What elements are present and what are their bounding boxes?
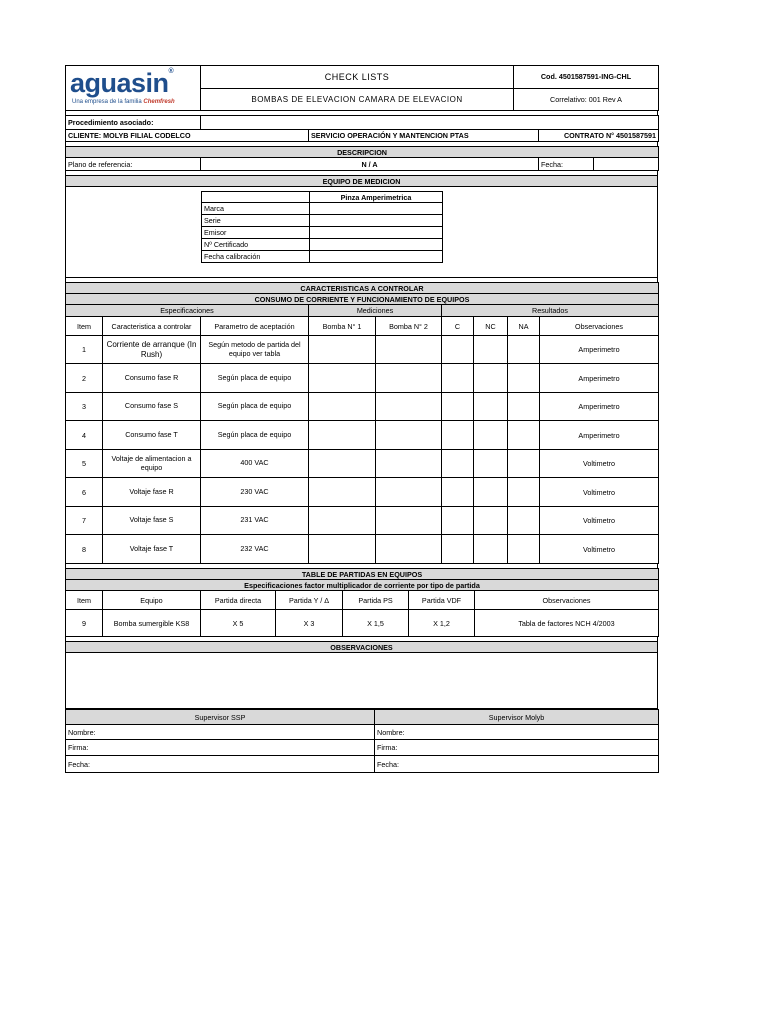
header-table <box>65 65 659 111</box>
plan-label: Plano de referencia: <box>66 158 201 171</box>
row-parameter: 232 VAC <box>201 535 309 564</box>
observations-table <box>65 641 658 709</box>
na-cell[interactable] <box>508 535 540 564</box>
characteristics-header: CARACTERISTICAS A CONTROLAR <box>66 283 659 294</box>
equipment-row-value[interactable] <box>310 251 443 263</box>
document-subtitle: BOMBAS DE ELEVACION CAMARA DE ELEVACION <box>201 88 514 111</box>
pump-1-cell[interactable] <box>309 478 376 507</box>
ssp-date-field[interactable]: Fecha: <box>66 756 375 773</box>
col-observations: Observaciones <box>540 317 659 336</box>
row-characteristic: Voltaje fase R <box>103 478 201 507</box>
table-row <box>66 364 659 393</box>
pump-1-cell[interactable] <box>309 364 376 393</box>
service-label: SERVICIO OPERACIÓN Y MANTENCION PTAS <box>309 130 539 142</box>
logo-partner: Chemfresh <box>143 99 175 105</box>
pump-1-cell[interactable] <box>309 336 376 364</box>
col-item: Item <box>66 317 103 336</box>
na-cell[interactable] <box>508 364 540 393</box>
logo-registered-mark: ® <box>168 68 174 75</box>
plan-value[interactable]: N / A <box>201 158 539 171</box>
pump-1-cell[interactable] <box>309 393 376 421</box>
c-cell[interactable] <box>442 535 474 564</box>
c-cell[interactable] <box>442 393 474 421</box>
equipment-box <box>66 187 658 278</box>
characteristics-subheader: CONSUMO DE CORRIENTE Y FUNCIONAMIENTO DE EQUIPOS <box>66 294 659 305</box>
observations-header: OBSERVACIONES <box>66 642 658 653</box>
row-observation: Voltimetro <box>540 450 659 478</box>
equipment-row-value[interactable] <box>310 203 443 215</box>
row-equipment: Bomba sumergible KS8 <box>103 610 201 637</box>
ssp-signature-field[interactable]: Firma: <box>66 740 375 756</box>
row-characteristic: Voltaje fase S <box>103 507 201 535</box>
row-item: 1 <box>66 336 103 364</box>
na-cell[interactable] <box>508 450 540 478</box>
checklist-sheet <box>65 65 658 773</box>
row-item: 7 <box>66 507 103 535</box>
pump-2-cell[interactable] <box>376 336 442 364</box>
client-label: CLIENTE: MOLYB FILIAL CODELCO <box>66 130 309 142</box>
col-not-applicable: NA <box>508 317 540 336</box>
document-title: CHECK LISTS <box>201 66 514 89</box>
table-row <box>66 478 659 507</box>
na-cell[interactable] <box>508 478 540 507</box>
molyb-date-field[interactable]: Fecha: <box>375 756 659 773</box>
row-observation: Tabla de factores NCH 4/2003 <box>475 610 659 637</box>
row-vdf-start: X 1,2 <box>409 610 475 637</box>
contract-label: CONTRATO N° 4501587591 <box>539 130 659 142</box>
nc-cell[interactable] <box>474 450 508 478</box>
row-characteristic: Voltaje de alimentacion a equipo <box>103 450 201 478</box>
pump-2-cell[interactable] <box>376 478 442 507</box>
nc-cell[interactable] <box>474 421 508 450</box>
row-item: 3 <box>66 393 103 421</box>
row-observation: Amperimetro <box>540 364 659 393</box>
nc-cell[interactable] <box>474 364 508 393</box>
table-row <box>66 336 659 364</box>
equipment-row-value[interactable] <box>310 239 443 251</box>
nc-cell[interactable] <box>474 535 508 564</box>
pump-1-cell[interactable] <box>309 507 376 535</box>
equipment-row-label: Marca <box>202 203 310 215</box>
pump-1-cell[interactable] <box>309 421 376 450</box>
equipment-row-label: Nº Certificado <box>202 239 310 251</box>
company-logo <box>66 66 201 111</box>
row-observation: Voltimetro <box>540 507 659 535</box>
table-row <box>66 393 659 421</box>
equipment-table <box>201 191 443 263</box>
col-item: Item <box>66 591 103 610</box>
row-observation: Voltimetro <box>540 478 659 507</box>
characteristics-table <box>65 282 659 564</box>
col-non-compliant: NC <box>474 317 508 336</box>
row-characteristic: Consumo fase S <box>103 393 201 421</box>
table-row <box>66 535 659 564</box>
col-observations: Observaciones <box>475 591 659 610</box>
starts-table <box>65 568 659 637</box>
row-observation: Amperimetro <box>540 393 659 421</box>
col-star-delta-start: Partida Y / Δ <box>276 591 343 610</box>
pump-2-cell[interactable] <box>376 535 442 564</box>
col-vdf-start: Partida VDF <box>409 591 475 610</box>
measurements-group-header: Mediciones <box>309 305 442 317</box>
pump-2-cell[interactable] <box>376 450 442 478</box>
signatures-table <box>65 709 659 773</box>
col-direct-start: Partida directa <box>201 591 276 610</box>
description-table <box>65 146 659 171</box>
nc-cell[interactable] <box>474 478 508 507</box>
pump-1-cell[interactable] <box>309 535 376 564</box>
na-cell[interactable] <box>508 336 540 364</box>
row-item: 2 <box>66 364 103 393</box>
date-label: Fecha: <box>539 158 594 171</box>
c-cell[interactable] <box>442 478 474 507</box>
col-soft-start: Partida PS <box>343 591 409 610</box>
device-header: Pinza Amperimetrica <box>310 192 443 203</box>
info-table <box>65 115 659 142</box>
pump-1-cell[interactable] <box>309 450 376 478</box>
row-item: 6 <box>66 478 103 507</box>
pump-2-cell[interactable] <box>376 421 442 450</box>
row-parameter: Según placa de equipo <box>201 393 309 421</box>
equipment-row-value[interactable] <box>310 227 443 239</box>
c-cell[interactable] <box>442 364 474 393</box>
row-star-delta-start: X 3 <box>276 610 343 637</box>
row-parameter: 230 VAC <box>201 478 309 507</box>
molyb-name-field[interactable]: Nombre: <box>375 725 659 740</box>
col-parameter: Parametro de aceptación <box>201 317 309 336</box>
description-header: DESCRIPCION <box>66 147 659 158</box>
document-correlative: Correlativo: 001 Rev A <box>514 88 659 111</box>
specs-group-header: Especificaciones <box>66 305 309 317</box>
c-cell[interactable] <box>442 421 474 450</box>
col-characteristic: Caracteristica a controlar <box>103 317 201 336</box>
row-direct-start: X 5 <box>201 610 276 637</box>
table-row <box>66 507 659 535</box>
row-parameter: 400 VAC <box>201 450 309 478</box>
row-item: 9 <box>66 610 103 637</box>
na-cell[interactable] <box>508 421 540 450</box>
table-row <box>66 421 659 450</box>
row-parameter: Según placa de equipo <box>201 421 309 450</box>
molyb-supervisor-title: Supervisor Molyb <box>375 710 659 725</box>
equipment-row-label: Serie <box>202 215 310 227</box>
row-observation: Amperimetro <box>540 421 659 450</box>
date-field[interactable] <box>594 158 659 171</box>
equipment-row-label: Emisor <box>202 227 310 239</box>
equipment-header: EQUIPO DE MEDICION <box>66 176 658 187</box>
row-characteristic: Corriente de arranque (In Rush) <box>103 336 201 364</box>
document-code: Cod. 4501587591-ING-CHL <box>514 66 659 89</box>
starts-header: TABLE DE PARTIDAS EN EQUIPOS <box>66 569 659 580</box>
starts-subheader: Especificaciones factor multiplicador de corriente por tipo de partida <box>66 580 659 591</box>
row-parameter: Según metodo de partida del equipo ver tabla <box>201 336 309 364</box>
row-characteristic: Consumo fase R <box>103 364 201 393</box>
nc-cell[interactable] <box>474 507 508 535</box>
nc-cell[interactable] <box>474 336 508 364</box>
na-cell[interactable] <box>508 393 540 421</box>
equipment-section <box>65 175 658 278</box>
table-row <box>66 610 659 637</box>
row-observation: Amperimetro <box>540 336 659 364</box>
col-pump-1: Bomba N° 1 <box>309 317 376 336</box>
row-item: 5 <box>66 450 103 478</box>
c-cell[interactable] <box>442 507 474 535</box>
na-cell[interactable] <box>508 507 540 535</box>
pump-2-cell[interactable] <box>376 364 442 393</box>
equipment-row-value[interactable] <box>310 215 443 227</box>
equipment-row-label: Fecha calibración <box>202 251 310 263</box>
row-observation: Voltimetro <box>540 535 659 564</box>
row-characteristic: Voltaje fase T <box>103 535 201 564</box>
procedure-field[interactable] <box>201 116 659 130</box>
table-row <box>66 450 659 478</box>
col-equipment: Equipo <box>103 591 201 610</box>
row-soft-start: X 1,5 <box>343 610 409 637</box>
observations-field[interactable] <box>66 653 658 709</box>
pump-2-cell[interactable] <box>376 507 442 535</box>
ssp-supervisor-title: Supervisor SSP <box>66 710 375 725</box>
results-group-header: Resultados <box>442 305 659 317</box>
c-cell[interactable] <box>442 336 474 364</box>
c-cell[interactable] <box>442 450 474 478</box>
logo-tagline: Una empresa de la familia <box>72 99 142 105</box>
pump-2-cell[interactable] <box>376 393 442 421</box>
molyb-signature-field[interactable]: Firma: <box>375 740 659 756</box>
ssp-name-field[interactable]: Nombre: <box>66 725 375 740</box>
row-item: 8 <box>66 535 103 564</box>
row-parameter: 231 VAC <box>201 507 309 535</box>
col-compliant: C <box>442 317 474 336</box>
nc-cell[interactable] <box>474 393 508 421</box>
row-characteristic: Consumo fase T <box>103 421 201 450</box>
row-parameter: Según placa de equipo <box>201 364 309 393</box>
row-item: 4 <box>66 421 103 450</box>
procedure-label: Procedimiento asociado: <box>66 116 201 130</box>
col-pump-2: Bomba N° 2 <box>376 317 442 336</box>
logo-text: aguasin <box>70 68 169 98</box>
